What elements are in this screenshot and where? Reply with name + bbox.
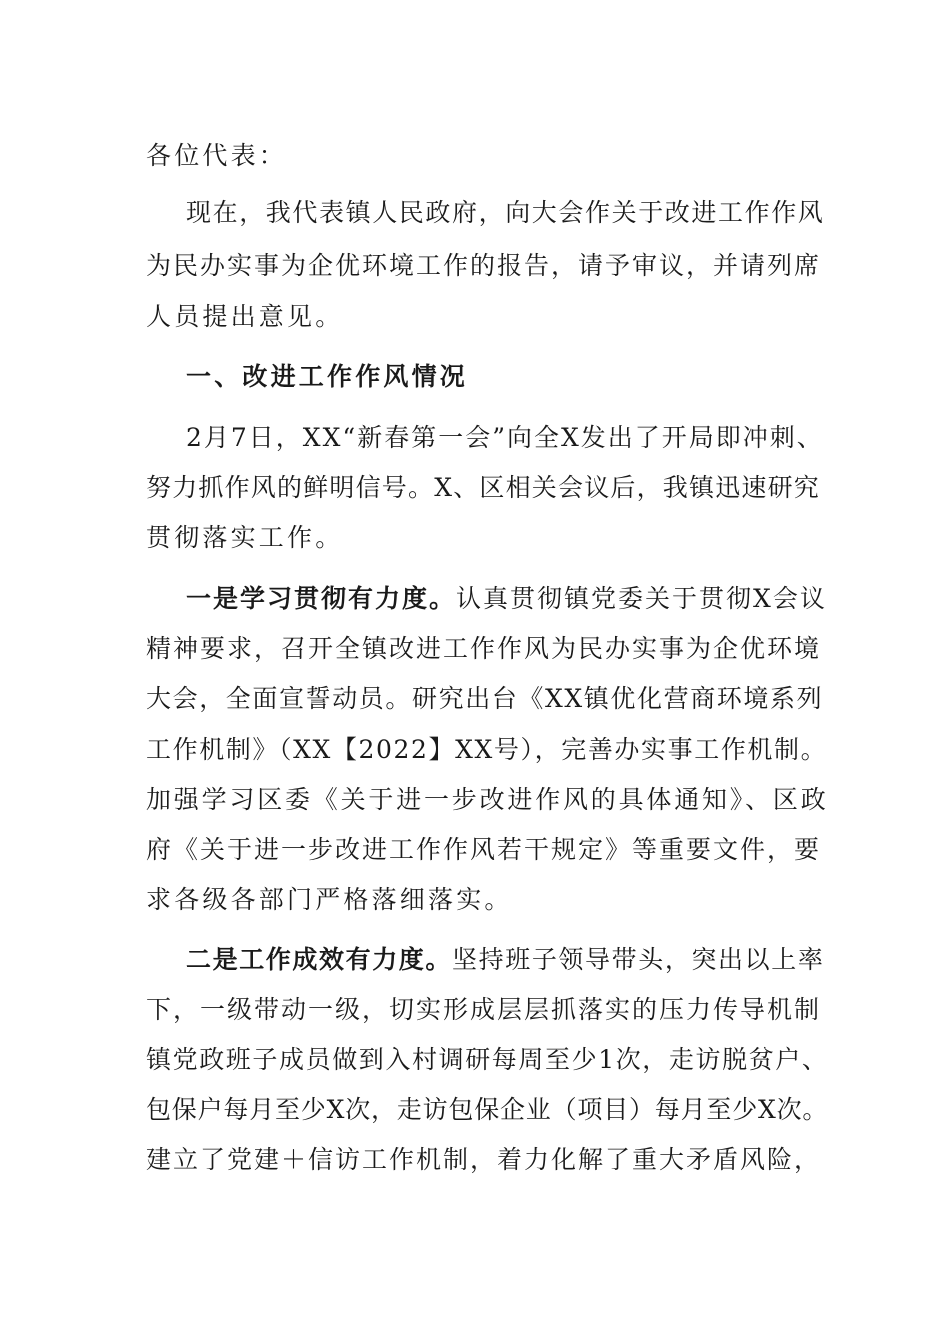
paragraph-line: 贯彻落实工作。 (146, 523, 344, 552)
intro-line: 为民办实事为企优环境工作的报告，请予审议，并请列席 (146, 251, 822, 280)
paragraph-line: 工作机制》（XX【2022】XX号），完善办实事工作机制。 (146, 735, 828, 764)
paragraph-line: 加强学习区委《关于进一步改进作风的具体通知》、区政 (146, 785, 829, 814)
paragraph-line: 府《关于进一步改进工作作风若干规定》等重要文件，要 (146, 835, 822, 864)
point-2-first-line (186, 943, 824, 977)
point-2-lead: 二是工作成效有力度。 (186, 945, 453, 974)
intro-line: 人员提出意见。 (146, 302, 344, 331)
paragraph-line: 镇党政班子成员做到入村调研每周至少1次，走访脱贫户、 (146, 1045, 829, 1074)
paragraph-line: 2月7日，XX“新春第一会”向全X发出了开局即冲刺、 (186, 423, 824, 452)
salutation: 各位代表： (146, 141, 288, 170)
paragraph-line: 努力抓作风的鲜明信号。X、区相关会议后，我镇迅速研究 (146, 473, 821, 502)
paragraph-line: 包保户每月至少X次，走访包保企业（项目）每月至少X次。 (146, 1095, 829, 1124)
paragraph-line: 求各级各部门严格落细落实。 (146, 885, 513, 914)
intro-line: 现在，我代表镇人民政府，向大会作关于改进工作作风 (186, 198, 825, 227)
section-heading: 一、改进工作作风情况 (186, 362, 469, 391)
point-1-first-line (186, 582, 827, 616)
point-2-text: 坚持班子领导带头，突出以上率 (452, 945, 825, 974)
point-1-text: 认真贯彻镇党委关于贯彻X会议 (456, 584, 827, 613)
paragraph-line: 建立了党建＋信访工作机制，着力化解了重大矛盾风险， (146, 1145, 822, 1174)
paragraph-line: 下，一级带动一级，切实形成层层抓落实的压力传导机制 (146, 995, 822, 1024)
paragraph-line: 大会，全面宣誓动员。研究出台《XX镇优化营商环境系列 (146, 684, 824, 713)
point-1-lead: 一是学习贯彻有力度。 (186, 584, 457, 613)
paragraph-line: 精神要求，召开全镇改进工作作风为民办实事为企优环境 (146, 634, 822, 663)
